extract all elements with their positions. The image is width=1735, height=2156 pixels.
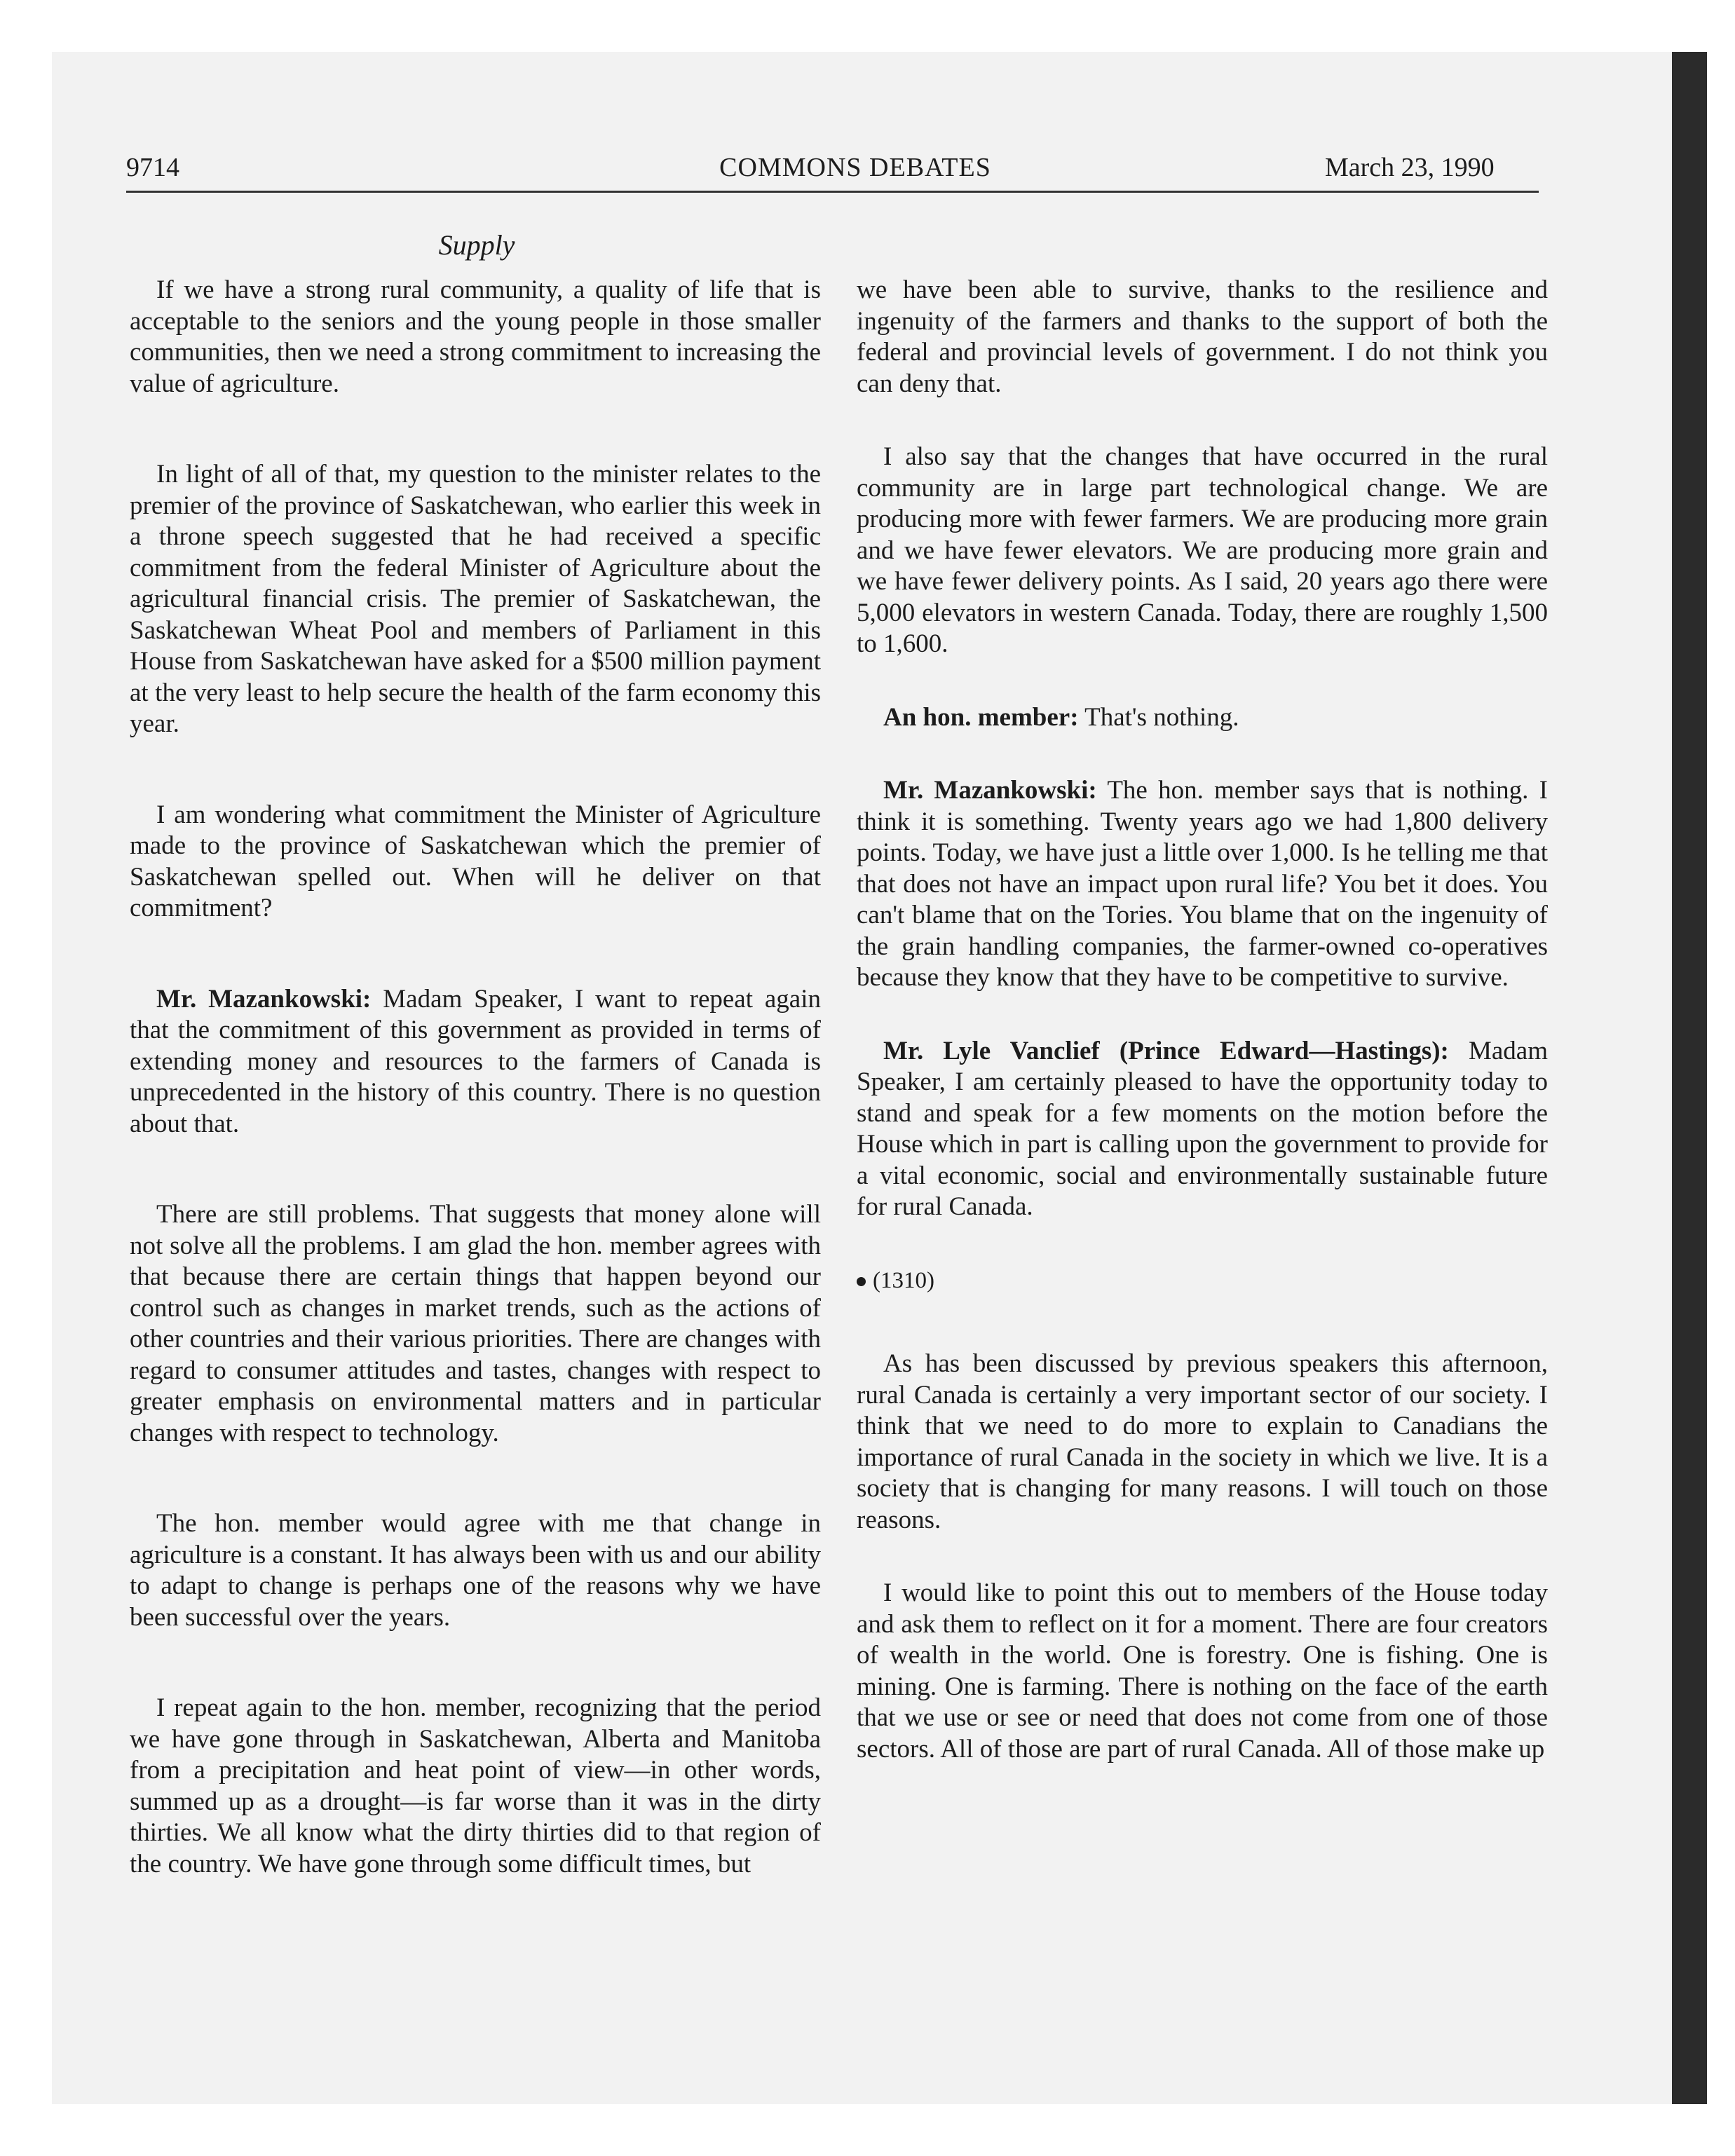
speech-paragraph xyxy=(130,984,821,1140)
speech-paragraph xyxy=(857,775,1548,994)
timestamp-text: (1310) xyxy=(873,1267,934,1293)
header-rule xyxy=(126,191,1539,193)
right-column xyxy=(857,275,1548,1807)
header-date: March 23, 1990 xyxy=(1325,153,1495,182)
page-number: 9714 xyxy=(126,153,179,182)
paragraph: I repeat again to the hon. member, recognizing that the period we have gone through in Saskatchewan, Alberta and Manitoba from a precipitation and heat point of view—in other words, summed up as a drought—is far worse than it was in the dirty thirties. We all know what the dirty thirties did to that region of the country. We have gone through some difficult times, but xyxy=(130,1693,821,1878)
speech-text: Madam Speaker, I am certainly pleased to have the opportunity today to stand and speak for a few moments on the motion before the House which in part is calling upon the government to provide for a vital economic, social and environmentally sustainable future for rural Canada. xyxy=(857,1036,1548,1221)
left-column xyxy=(130,275,821,1939)
speaker-name: Mr. Mazankowski: xyxy=(883,776,1097,805)
paragraph: we have been able to survive, thanks to the resilience and ingenuity of the farmers and thanks to the support of both the federal and provincial levels of government. I do not think you can deny that. xyxy=(857,275,1548,398)
paragraph: If we have a strong rural community, a quality of life that is acceptable to the seniors and the young people in those smaller communities, then we need a strong commitment to increasing the value of agriculture. xyxy=(130,275,821,398)
speaker-name: Mr. Lyle Vanclief (Prince Edward—Hastings): xyxy=(883,1036,1449,1065)
speech-text: Madam Speaker, I want to repeat again that the commitment of this government as provided in terms of extending money and resources to the farmers of Canada is unprecedented in the history of this country. There is no question about that. xyxy=(130,984,822,1138)
paragraph: I also say that the changes that have occurred in the rural community are in large part technological change. We are producing more with fewer farmers. We are producing more grain and we have fewer elevators. We are producing more grain and we have fewer delivery points. As I said, 20 years ago there were 5,000 elevators in western Canada. Today, there are roughly 1,500 to 1,600. xyxy=(857,442,1548,658)
speech-text: That's nothing. xyxy=(1084,702,1239,732)
paragraph: I would like to point this out to members of the House today and ask them to reflect on it for a moment. There are four creators of wealth in the world. One is forestry. One is fishing. One is mining. One is farming. There is nothing on the face of the earth that we use or see or need that does not come from one of those sectors. All of those are part of rural Canada. All of those make up xyxy=(857,1578,1548,1763)
journal-title: COMMONS DEBATES xyxy=(719,153,991,182)
paragraph: I am wondering what commitment the Minister of Agriculture made to the province of Saskatchewan which the premier of Saskatchewan spelled out. When will he deliver on that commitment? xyxy=(130,800,821,922)
section-title: Supply xyxy=(438,229,515,261)
timestamp xyxy=(857,1265,1548,1297)
paragraph: The hon. member would agree with me that change in agriculture is a constant. It has always been with us and our ability to adapt to change is perhaps one of the reasons why we have been successful over the years. xyxy=(130,1509,821,1632)
speaker-name: Mr. Mazankowski: xyxy=(156,984,372,1014)
speech-paragraph xyxy=(857,702,1548,734)
speech-paragraph xyxy=(857,1036,1548,1223)
paragraph: There are still problems. That suggests that money alone will not solve all the problems. I am glad the hon. member agrees with that because there are certain things that happen beyond our control such as changes in market trends, such as the actions of other countries and their various priorities. There are changes with regard to consumer attitudes and tastes, changes with respect to greater emphasis on environmental matters and in particular changes with respect to technology. xyxy=(130,1200,821,1447)
scan-edge-bar xyxy=(1672,52,1707,2104)
speech-text: The hon. member says that is nothing. I think it is something. Twenty years ago we had 1,800 delivery points. Today, we have just a little over 1,000. Is he telling me that that does not have an impact upon rural life? You bet it does. You can't blame that on the Tories. You blame that on the ingenuity of the grain handling companies, the farmer-owned co-operatives because they know that they have to be competitive to survive. xyxy=(857,776,1548,992)
speaker-name: An hon. member: xyxy=(883,702,1079,732)
bullet-icon xyxy=(857,1277,866,1286)
paragraph: In light of all of that, my question to the minister relates to the premier of the province of Saskatchewan, who earlier this week in a throne speech suggested that he had received a specific commitment from the federal Minister of Agriculture about the agricultural financial crisis. The premier of Saskatchewan, the Saskatchewan Wheat Pool and members of Parliament in this House from Saskatchewan have asked for a $500 million payment at the very least to help secure the health of the farm economy this year. xyxy=(130,460,821,738)
paragraph: As has been discussed by previous speakers this afternoon, rural Canada is certainly a very important sector of our society. I think that we need to do more to explain to Canadians the importance of rural Canada in the society in which we live. It is a society that is changing for many reasons. I will touch on those reasons. xyxy=(857,1349,1548,1534)
